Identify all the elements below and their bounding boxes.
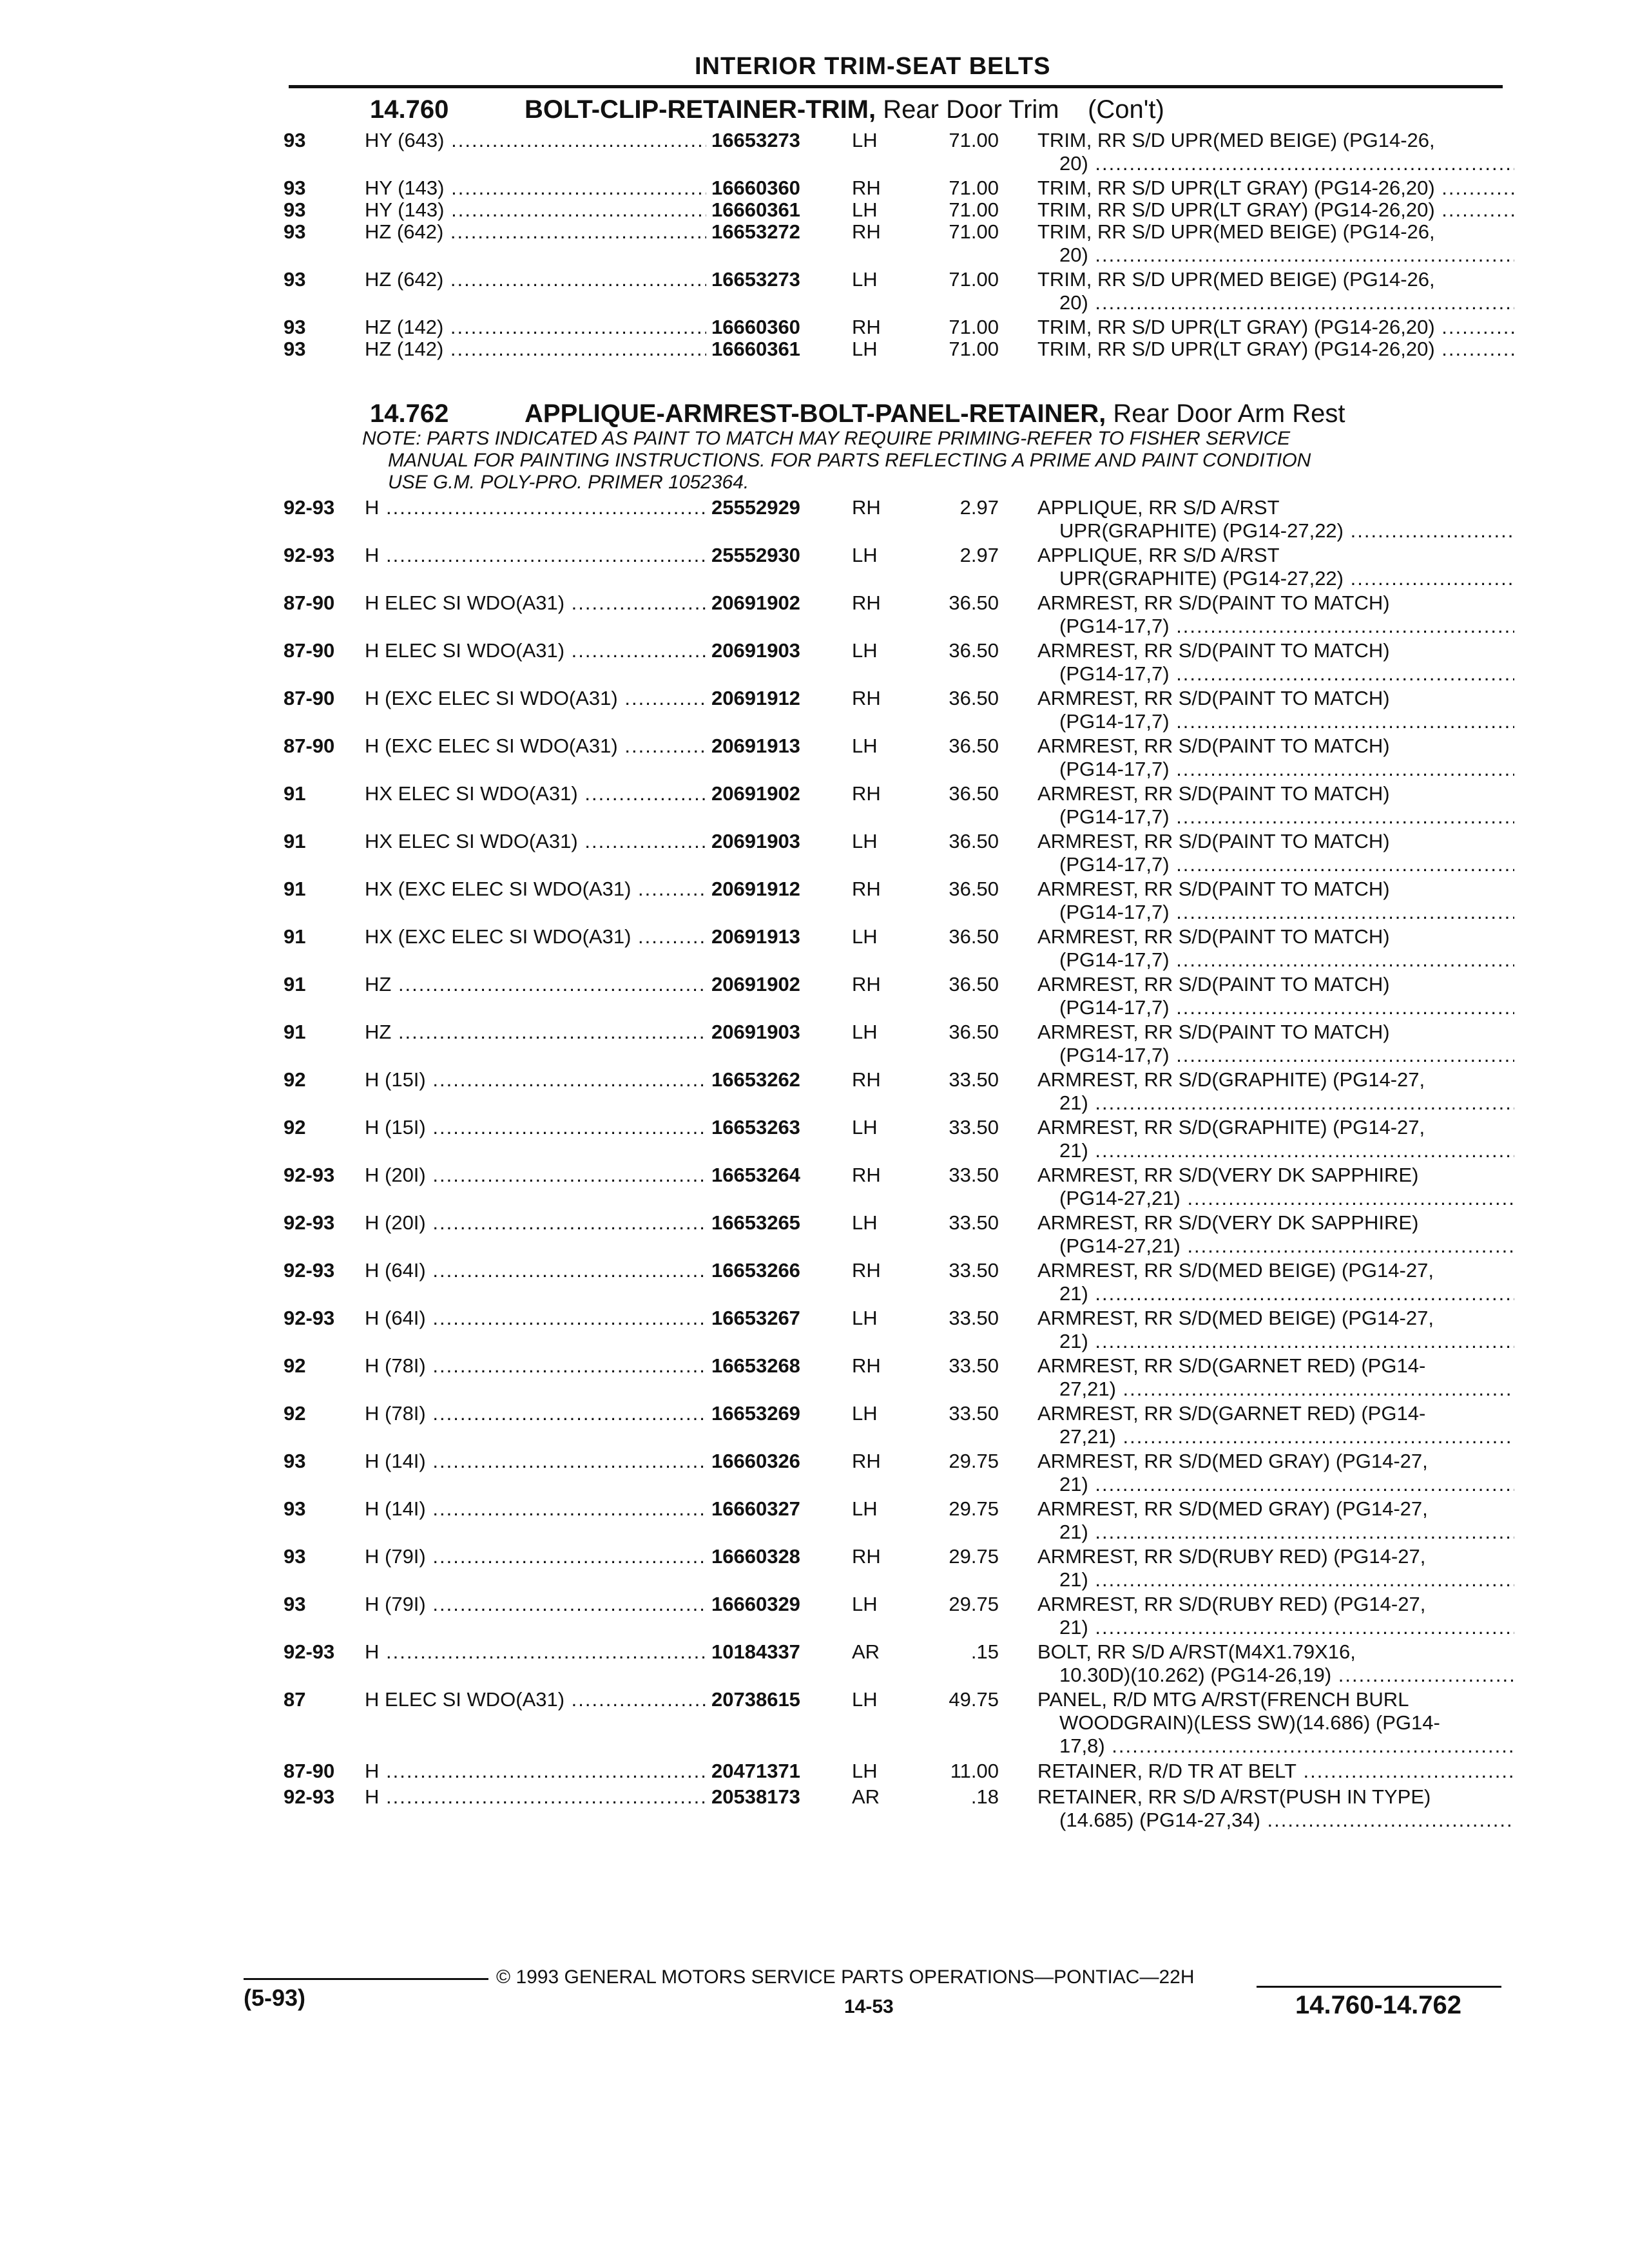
part-number: 16653262 xyxy=(711,1068,800,1091)
part-description xyxy=(1037,316,1514,339)
part-description xyxy=(1037,544,1514,590)
part-number: 16653267 xyxy=(711,1307,800,1329)
part-description xyxy=(1037,220,1514,267)
part-description-line: (PG14-17,7) ..... xyxy=(1037,710,1514,733)
side-code: LH xyxy=(852,129,878,151)
side-code: RH xyxy=(852,1259,881,1282)
model-year: 93 xyxy=(284,1545,306,1568)
model-year: 92-93 xyxy=(284,1211,335,1234)
application: HX (EXC ELEC SI WDO(A31) ..... xyxy=(365,925,706,948)
part-description xyxy=(1037,1545,1514,1591)
part-description-line: 20) ..... xyxy=(1037,291,1514,314)
part-description-line: (PG14-27,21) ..... xyxy=(1037,1187,1514,1210)
application: H ..... xyxy=(365,496,706,519)
part-description xyxy=(1037,177,1514,200)
model-year: 92-93 xyxy=(284,496,335,519)
part-description xyxy=(1037,338,1514,361)
application: HZ ..... xyxy=(365,973,706,996)
side-code: LH xyxy=(852,1688,878,1711)
part-description-line: ARMREST, RR S/D(MED BEIGE) (PG14-27, xyxy=(1037,1259,1434,1282)
part-description-line: (PG14-17,7) ..... xyxy=(1037,948,1514,972)
part-description-line: 21) ..... xyxy=(1037,1473,1514,1496)
part-description-line: (PG14-17,7) ..... xyxy=(1037,1044,1514,1067)
part-description-line: 20) ..... xyxy=(1037,152,1514,175)
model-year: 93 xyxy=(284,220,306,243)
side-code: LH xyxy=(852,639,878,662)
application: H (78I) ..... xyxy=(365,1402,706,1425)
page-header xyxy=(289,45,1503,88)
part-description xyxy=(1037,1640,1514,1687)
part-number: 16653266 xyxy=(711,1259,800,1282)
part-number: 16660361 xyxy=(711,198,800,221)
footer-rule-left xyxy=(244,1978,488,1980)
list-price: 29.75 xyxy=(949,1593,999,1615)
part-description-line: ARMREST, RR S/D(MED GRAY) (PG14-27, xyxy=(1037,1497,1428,1520)
application: HZ (142) ..... xyxy=(365,338,706,361)
side-code: RH xyxy=(852,177,881,199)
part-description-line: ARMREST, RR S/D(PAINT TO MATCH) xyxy=(1037,687,1390,709)
part-description-line: ARMREST, RR S/D(GARNET RED) (PG14- xyxy=(1037,1402,1426,1425)
application: HY (643) ..... xyxy=(365,129,706,152)
side-code: LH xyxy=(852,1593,878,1615)
part-number: 16660328 xyxy=(711,1545,800,1568)
part-description xyxy=(1037,1211,1514,1258)
part-number: 20691912 xyxy=(711,878,800,900)
part-number: 20691913 xyxy=(711,925,800,948)
part-description-line: 21) ..... xyxy=(1037,1616,1514,1639)
part-description-line: (PG14-17,7) ..... xyxy=(1037,901,1514,924)
side-code: RH xyxy=(852,591,881,614)
part-number: 20538173 xyxy=(711,1785,800,1808)
part-description-line: (PG14-17,7) ..... xyxy=(1037,805,1514,829)
part-description-line: 10.30D)(10.262) (PG14-26,19) ..... xyxy=(1037,1664,1514,1687)
part-description-line: ARMREST, RR S/D(PAINT TO MATCH) xyxy=(1037,639,1390,662)
application: HZ (142) ..... xyxy=(365,316,706,339)
model-year: 91 xyxy=(284,878,306,900)
part-description xyxy=(1037,973,1514,1019)
part-description-line: 20) ..... xyxy=(1037,244,1514,267)
side-code: LH xyxy=(852,268,878,291)
part-description-line: (14.685) (PG14-27,34) ..... xyxy=(1037,1809,1514,1832)
part-description xyxy=(1037,1307,1514,1353)
part-description-line: 27,21) ..... xyxy=(1037,1378,1514,1401)
model-year: 87-90 xyxy=(284,1760,335,1782)
model-year: 87-90 xyxy=(284,687,335,709)
part-description-line: (PG14-27,21) ..... xyxy=(1037,1235,1514,1258)
part-description-line: ARMREST, RR S/D(PAINT TO MATCH) xyxy=(1037,735,1390,757)
application: HY (143) ..... xyxy=(365,198,706,222)
part-description xyxy=(1037,1164,1514,1210)
side-code: AR xyxy=(852,1785,880,1808)
footer-date: (5-93) xyxy=(244,1984,306,2011)
application: H ..... xyxy=(365,1640,706,1664)
section-number: 14.760 xyxy=(370,95,449,124)
part-description-line: (PG14-17,7) ..... xyxy=(1037,758,1514,781)
list-price: 36.50 xyxy=(949,925,999,948)
list-price: 36.50 xyxy=(949,687,999,709)
side-code: RH xyxy=(852,1545,881,1568)
part-description-line: APPLIQUE, RR S/D A/RST xyxy=(1037,496,1280,519)
application: H ..... xyxy=(365,1760,706,1783)
part-number: 16653268 xyxy=(711,1354,800,1377)
part-number: 16653273 xyxy=(711,129,800,151)
side-code: RH xyxy=(852,1068,881,1091)
part-description-line: ARMREST, RR S/D(GRAPHITE) (PG14-27, xyxy=(1037,1068,1425,1091)
side-code: LH xyxy=(852,735,878,757)
model-year: 87-90 xyxy=(284,639,335,662)
list-price: 71.00 xyxy=(949,338,999,360)
part-description xyxy=(1037,1116,1514,1162)
model-year: 92 xyxy=(284,1068,306,1091)
model-year: 93 xyxy=(284,198,306,221)
side-code: RH xyxy=(852,1450,881,1472)
part-number: 20691902 xyxy=(711,782,800,805)
section-subtitle: Rear Door Trim xyxy=(883,95,1059,124)
part-number: 20691903 xyxy=(711,639,800,662)
model-year: 92-93 xyxy=(284,1307,335,1329)
application: H (14I) ..... xyxy=(365,1450,706,1473)
part-description-line: ARMREST, RR S/D(RUBY RED) (PG14-27, xyxy=(1037,1545,1426,1568)
part-number: 25552930 xyxy=(711,544,800,566)
model-year: 91 xyxy=(284,830,306,852)
section-subtitle: Rear Door Arm Rest xyxy=(1113,399,1345,428)
part-number: 16653272 xyxy=(711,220,800,243)
application: HX ELEC SI WDO(A31) ..... xyxy=(365,830,706,853)
part-description-line: ARMREST, RR S/D(PAINT TO MATCH) xyxy=(1037,973,1390,995)
footer-section-range: 14.760-14.762 xyxy=(1295,1991,1462,2019)
application: HY (143) ..... xyxy=(365,177,706,200)
application: H ELEC SI WDO(A31) ..... xyxy=(365,639,706,662)
list-price: 36.50 xyxy=(949,591,999,614)
model-year: 91 xyxy=(284,973,306,995)
note-line: USE G.M. POLY-PRO. PRIMER 1052364. xyxy=(388,472,749,493)
model-year: 87 xyxy=(284,1688,306,1711)
application: H ..... xyxy=(365,1785,706,1809)
application: H (14I) ..... xyxy=(365,1497,706,1521)
part-description xyxy=(1037,1354,1514,1401)
part-description-line: 21) ..... xyxy=(1037,1139,1514,1162)
part-description-line: 21) ..... xyxy=(1037,1521,1514,1544)
part-description-line: (PG14-17,7) ..... xyxy=(1037,996,1514,1019)
side-code: RH xyxy=(852,1164,881,1186)
side-code: LH xyxy=(852,1402,878,1425)
part-number: 16653264 xyxy=(711,1164,800,1186)
side-code: RH xyxy=(852,782,881,805)
section-continued: (Con't) xyxy=(1088,95,1164,124)
model-year: 93 xyxy=(284,177,306,199)
part-description xyxy=(1037,1402,1514,1448)
part-number: 16660329 xyxy=(711,1593,800,1615)
model-year: 92 xyxy=(284,1116,306,1139)
part-description-line: UPR(GRAPHITE) (PG14-27,22) ..... xyxy=(1037,567,1514,590)
list-price: 33.50 xyxy=(949,1116,999,1139)
application: H (15I) ..... xyxy=(365,1116,706,1139)
part-description-line: ARMREST, RR S/D(MED GRAY) (PG14-27, xyxy=(1037,1450,1428,1472)
part-description-line: ARMREST, RR S/D(PAINT TO MATCH) xyxy=(1037,782,1390,805)
model-year: 92 xyxy=(284,1402,306,1425)
part-description-line: ARMREST, RR S/D(GRAPHITE) (PG14-27, xyxy=(1037,1116,1425,1139)
part-number: 16660360 xyxy=(711,177,800,199)
page-title: INTERIOR TRIM-SEAT BELTS xyxy=(695,53,1051,80)
part-number: 16660361 xyxy=(711,338,800,360)
part-description-line: TRIM, RR S/D UPR(MED BEIGE) (PG14-26, xyxy=(1037,129,1435,151)
side-code: LH xyxy=(852,198,878,221)
part-description xyxy=(1037,1785,1514,1832)
model-year: 92 xyxy=(284,1354,306,1377)
part-description-line: TRIM, RR S/D UPR(LT GRAY) (PG14-26,20) ..... xyxy=(1037,177,1514,200)
model-year: 87-90 xyxy=(284,735,335,757)
list-price: 29.75 xyxy=(949,1450,999,1472)
part-description-line: (PG14-17,7) ..... xyxy=(1037,662,1514,686)
part-description xyxy=(1037,687,1514,733)
application: H (20I) ..... xyxy=(365,1211,706,1235)
footer-copyright: © 1993 GENERAL MOTORS SERVICE PARTS OPERATIONS—PONTIAC—22H xyxy=(496,1966,1195,1988)
application: H ELEC SI WDO(A31) ..... xyxy=(365,591,706,615)
section-title: BOLT-CLIP-RETAINER-TRIM, xyxy=(525,95,876,124)
model-year: 91 xyxy=(284,782,306,805)
part-description-line: ARMREST, RR S/D(PAINT TO MATCH) xyxy=(1037,878,1390,900)
part-description-line: ARMREST, RR S/D(PAINT TO MATCH) xyxy=(1037,591,1390,614)
side-code: LH xyxy=(852,1211,878,1234)
application: H (EXC ELEC SI WDO(A31) ..... xyxy=(365,735,706,758)
side-code: LH xyxy=(852,1021,878,1043)
part-description-line: ARMREST, RR S/D(MED BEIGE) (PG14-27, xyxy=(1037,1307,1434,1329)
part-description xyxy=(1037,878,1514,924)
side-code: RH xyxy=(852,973,881,995)
list-price: 33.50 xyxy=(949,1068,999,1091)
application: H (15I) ..... xyxy=(365,1068,706,1091)
side-code: LH xyxy=(852,830,878,852)
section-number: 14.762 xyxy=(370,399,449,428)
list-price: 33.50 xyxy=(949,1211,999,1234)
list-price: 33.50 xyxy=(949,1164,999,1186)
side-code: RH xyxy=(852,1354,881,1377)
part-number: 16653263 xyxy=(711,1116,800,1139)
part-number: 20738615 xyxy=(711,1688,800,1711)
section-note xyxy=(362,428,1509,494)
part-description xyxy=(1037,496,1514,543)
model-year: 92-93 xyxy=(284,1640,335,1663)
section-title: APPLIQUE-ARMREST-BOLT-PANEL-RETAINER, xyxy=(525,399,1106,428)
model-year: 93 xyxy=(284,129,306,151)
part-number: 20691902 xyxy=(711,591,800,614)
application: H ELEC SI WDO(A31) ..... xyxy=(365,1688,706,1711)
part-description-line: 21) ..... xyxy=(1037,1330,1514,1353)
section-heading xyxy=(370,399,1374,428)
model-year: 93 xyxy=(284,268,306,291)
part-description-line: ARMREST, RR S/D(RUBY RED) (PG14-27, xyxy=(1037,1593,1426,1615)
side-code: RH xyxy=(852,878,881,900)
model-year: 92-93 xyxy=(284,1164,335,1186)
list-price: 36.50 xyxy=(949,782,999,805)
part-description-line: 21) ..... xyxy=(1037,1282,1514,1305)
list-price: 71.00 xyxy=(949,220,999,243)
model-year: 93 xyxy=(284,1450,306,1472)
part-number: 10184337 xyxy=(711,1640,800,1663)
part-description xyxy=(1037,782,1514,829)
list-price: 33.50 xyxy=(949,1402,999,1425)
application: HZ (642) ..... xyxy=(365,220,706,244)
part-description-line: (PG14-17,7) ..... xyxy=(1037,615,1514,638)
model-year: 87-90 xyxy=(284,591,335,614)
part-description-line: RETAINER, RR S/D A/RST(PUSH IN TYPE) xyxy=(1037,1785,1431,1808)
part-number: 20691913 xyxy=(711,735,800,757)
list-price: 71.00 xyxy=(949,198,999,221)
part-number: 25552929 xyxy=(711,496,800,519)
model-year: 93 xyxy=(284,316,306,338)
part-description-line: PANEL, R/D MTG A/RST(FRENCH BURL xyxy=(1037,1688,1409,1711)
part-description-line: BOLT, RR S/D A/RST(M4X1.79X16, xyxy=(1037,1640,1356,1663)
list-price: 71.00 xyxy=(949,129,999,151)
part-description xyxy=(1037,198,1514,222)
list-price: 36.50 xyxy=(949,973,999,995)
application: HZ ..... xyxy=(365,1021,706,1044)
side-code: LH xyxy=(852,1497,878,1520)
part-description xyxy=(1037,735,1514,781)
side-code: LH xyxy=(852,1116,878,1139)
side-code: LH xyxy=(852,925,878,948)
side-code: RH xyxy=(852,220,881,243)
list-price: 36.50 xyxy=(949,639,999,662)
model-year: 92-93 xyxy=(284,1259,335,1282)
list-price: 2.97 xyxy=(959,544,999,566)
part-description-line: 17,8) ..... xyxy=(1037,1735,1514,1758)
part-number: 20471371 xyxy=(711,1760,800,1782)
list-price: 36.50 xyxy=(949,1021,999,1043)
part-description xyxy=(1037,268,1514,314)
part-description-line: TRIM, RR S/D UPR(LT GRAY) (PG14-26,20) ..... xyxy=(1037,316,1514,339)
part-description xyxy=(1037,1259,1514,1305)
part-description-line: TRIM, RR S/D UPR(MED BEIGE) (PG14-26, xyxy=(1037,220,1435,243)
part-description xyxy=(1037,1068,1514,1115)
application: HZ (642) ..... xyxy=(365,268,706,291)
footer-page-number: 14-53 xyxy=(844,1996,894,2017)
part-description xyxy=(1037,1497,1514,1544)
part-description-line: ARMREST, RR S/D(VERY DK SAPPHIRE) xyxy=(1037,1211,1419,1234)
part-number: 20691903 xyxy=(711,1021,800,1043)
model-year: 93 xyxy=(284,1593,306,1615)
list-price: .15 xyxy=(970,1640,999,1663)
part-number: 16653265 xyxy=(711,1211,800,1234)
application: HX ELEC SI WDO(A31) ..... xyxy=(365,782,706,805)
list-price: .18 xyxy=(970,1785,999,1808)
part-description-line: TRIM, RR S/D UPR(LT GRAY) (PG14-26,20) ..... xyxy=(1037,198,1514,222)
list-price: 33.50 xyxy=(949,1307,999,1329)
part-description-line: (PG14-17,7) ..... xyxy=(1037,853,1514,876)
model-year: 91 xyxy=(284,1021,306,1043)
model-year: 92-93 xyxy=(284,544,335,566)
model-year: 91 xyxy=(284,925,306,948)
part-description xyxy=(1037,1021,1514,1067)
list-price: 29.75 xyxy=(949,1497,999,1520)
part-description-line: ARMREST, RR S/D(GARNET RED) (PG14- xyxy=(1037,1354,1426,1377)
footer-rule-right xyxy=(1257,1986,1501,1988)
list-price: 71.00 xyxy=(949,177,999,199)
part-description-line: TRIM, RR S/D UPR(MED BEIGE) (PG14-26, xyxy=(1037,268,1435,291)
part-number: 20691912 xyxy=(711,687,800,709)
part-number: 16660327 xyxy=(711,1497,800,1520)
side-code: LH xyxy=(852,1760,878,1782)
part-description-line: TRIM, RR S/D UPR(LT GRAY) (PG14-26,20) ..... xyxy=(1037,338,1514,361)
list-price: 33.50 xyxy=(949,1354,999,1377)
side-code: RH xyxy=(852,496,881,519)
side-code: RH xyxy=(852,687,881,709)
application: H (79I) ..... xyxy=(365,1545,706,1568)
list-price: 36.50 xyxy=(949,830,999,852)
note-line: NOTE: PARTS INDICATED AS PAINT TO MATCH MAY REQUIRE PRIMING-REFER TO FISHER SERVICE xyxy=(362,428,1291,449)
part-description-line: ARMREST, RR S/D(PAINT TO MATCH) xyxy=(1037,925,1390,948)
part-description xyxy=(1037,1450,1514,1496)
part-description xyxy=(1037,129,1514,175)
side-code: LH xyxy=(852,1307,878,1329)
application: H (78I) ..... xyxy=(365,1354,706,1378)
list-price: 36.50 xyxy=(949,878,999,900)
part-description xyxy=(1037,639,1514,686)
part-description xyxy=(1037,591,1514,638)
side-code: LH xyxy=(852,338,878,360)
application: H (EXC ELEC SI WDO(A31) ..... xyxy=(365,687,706,710)
part-description-line: 27,21) ..... xyxy=(1037,1425,1514,1448)
list-price: 29.75 xyxy=(949,1545,999,1568)
application: H (20I) ..... xyxy=(365,1164,706,1187)
part-number: 16653269 xyxy=(711,1402,800,1425)
note-line: MANUAL FOR PAINTING INSTRUCTIONS. FOR PARTS REFLECTING A PRIME AND PAINT CONDITION xyxy=(388,450,1311,471)
part-description xyxy=(1037,1688,1514,1758)
application: H ..... xyxy=(365,544,706,567)
list-price: 71.00 xyxy=(949,268,999,291)
part-description-line: ARMREST, RR S/D(PAINT TO MATCH) xyxy=(1037,830,1390,852)
application: H (64I) ..... xyxy=(365,1307,706,1330)
list-price: 33.50 xyxy=(949,1259,999,1282)
part-description-line: UPR(GRAPHITE) (PG14-27,22) ..... xyxy=(1037,519,1514,543)
part-description xyxy=(1037,925,1514,972)
model-year: 93 xyxy=(284,1497,306,1520)
section-heading xyxy=(370,95,1164,124)
part-number: 16653273 xyxy=(711,268,800,291)
model-year: 93 xyxy=(284,338,306,360)
list-price: 2.97 xyxy=(959,496,999,519)
side-code: AR xyxy=(852,1640,880,1663)
part-description-line: ARMREST, RR S/D(PAINT TO MATCH) xyxy=(1037,1021,1390,1043)
application: H (79I) ..... xyxy=(365,1593,706,1616)
part-description-line: WOODGRAIN)(LESS SW)(14.686) (PG14- xyxy=(1059,1711,1440,1734)
application: H (64I) ..... xyxy=(365,1259,706,1282)
part-number: 16660326 xyxy=(711,1450,800,1472)
side-code: RH xyxy=(852,316,881,338)
model-year: 92-93 xyxy=(284,1785,335,1808)
part-description xyxy=(1037,1593,1514,1639)
part-number: 20691903 xyxy=(711,830,800,852)
application: HX (EXC ELEC SI WDO(A31) ..... xyxy=(365,878,706,901)
part-description-line: 21) ..... xyxy=(1037,1091,1514,1115)
part-description xyxy=(1037,830,1514,876)
part-number: 16660360 xyxy=(711,316,800,338)
part-description-line: ARMREST, RR S/D(VERY DK SAPPHIRE) xyxy=(1037,1164,1419,1186)
list-price: 11.00 xyxy=(950,1760,999,1782)
part-number: 20691902 xyxy=(711,973,800,995)
list-price: 71.00 xyxy=(949,316,999,338)
part-description-line: 21) ..... xyxy=(1037,1568,1514,1591)
list-price: 36.50 xyxy=(949,735,999,757)
part-description xyxy=(1037,1760,1514,1783)
side-code: LH xyxy=(852,544,878,566)
part-description-line: APPLIQUE, RR S/D A/RST xyxy=(1037,544,1280,566)
part-description-line: RETAINER, R/D TR AT BELT ..... xyxy=(1037,1760,1514,1783)
list-price: 49.75 xyxy=(949,1688,999,1711)
